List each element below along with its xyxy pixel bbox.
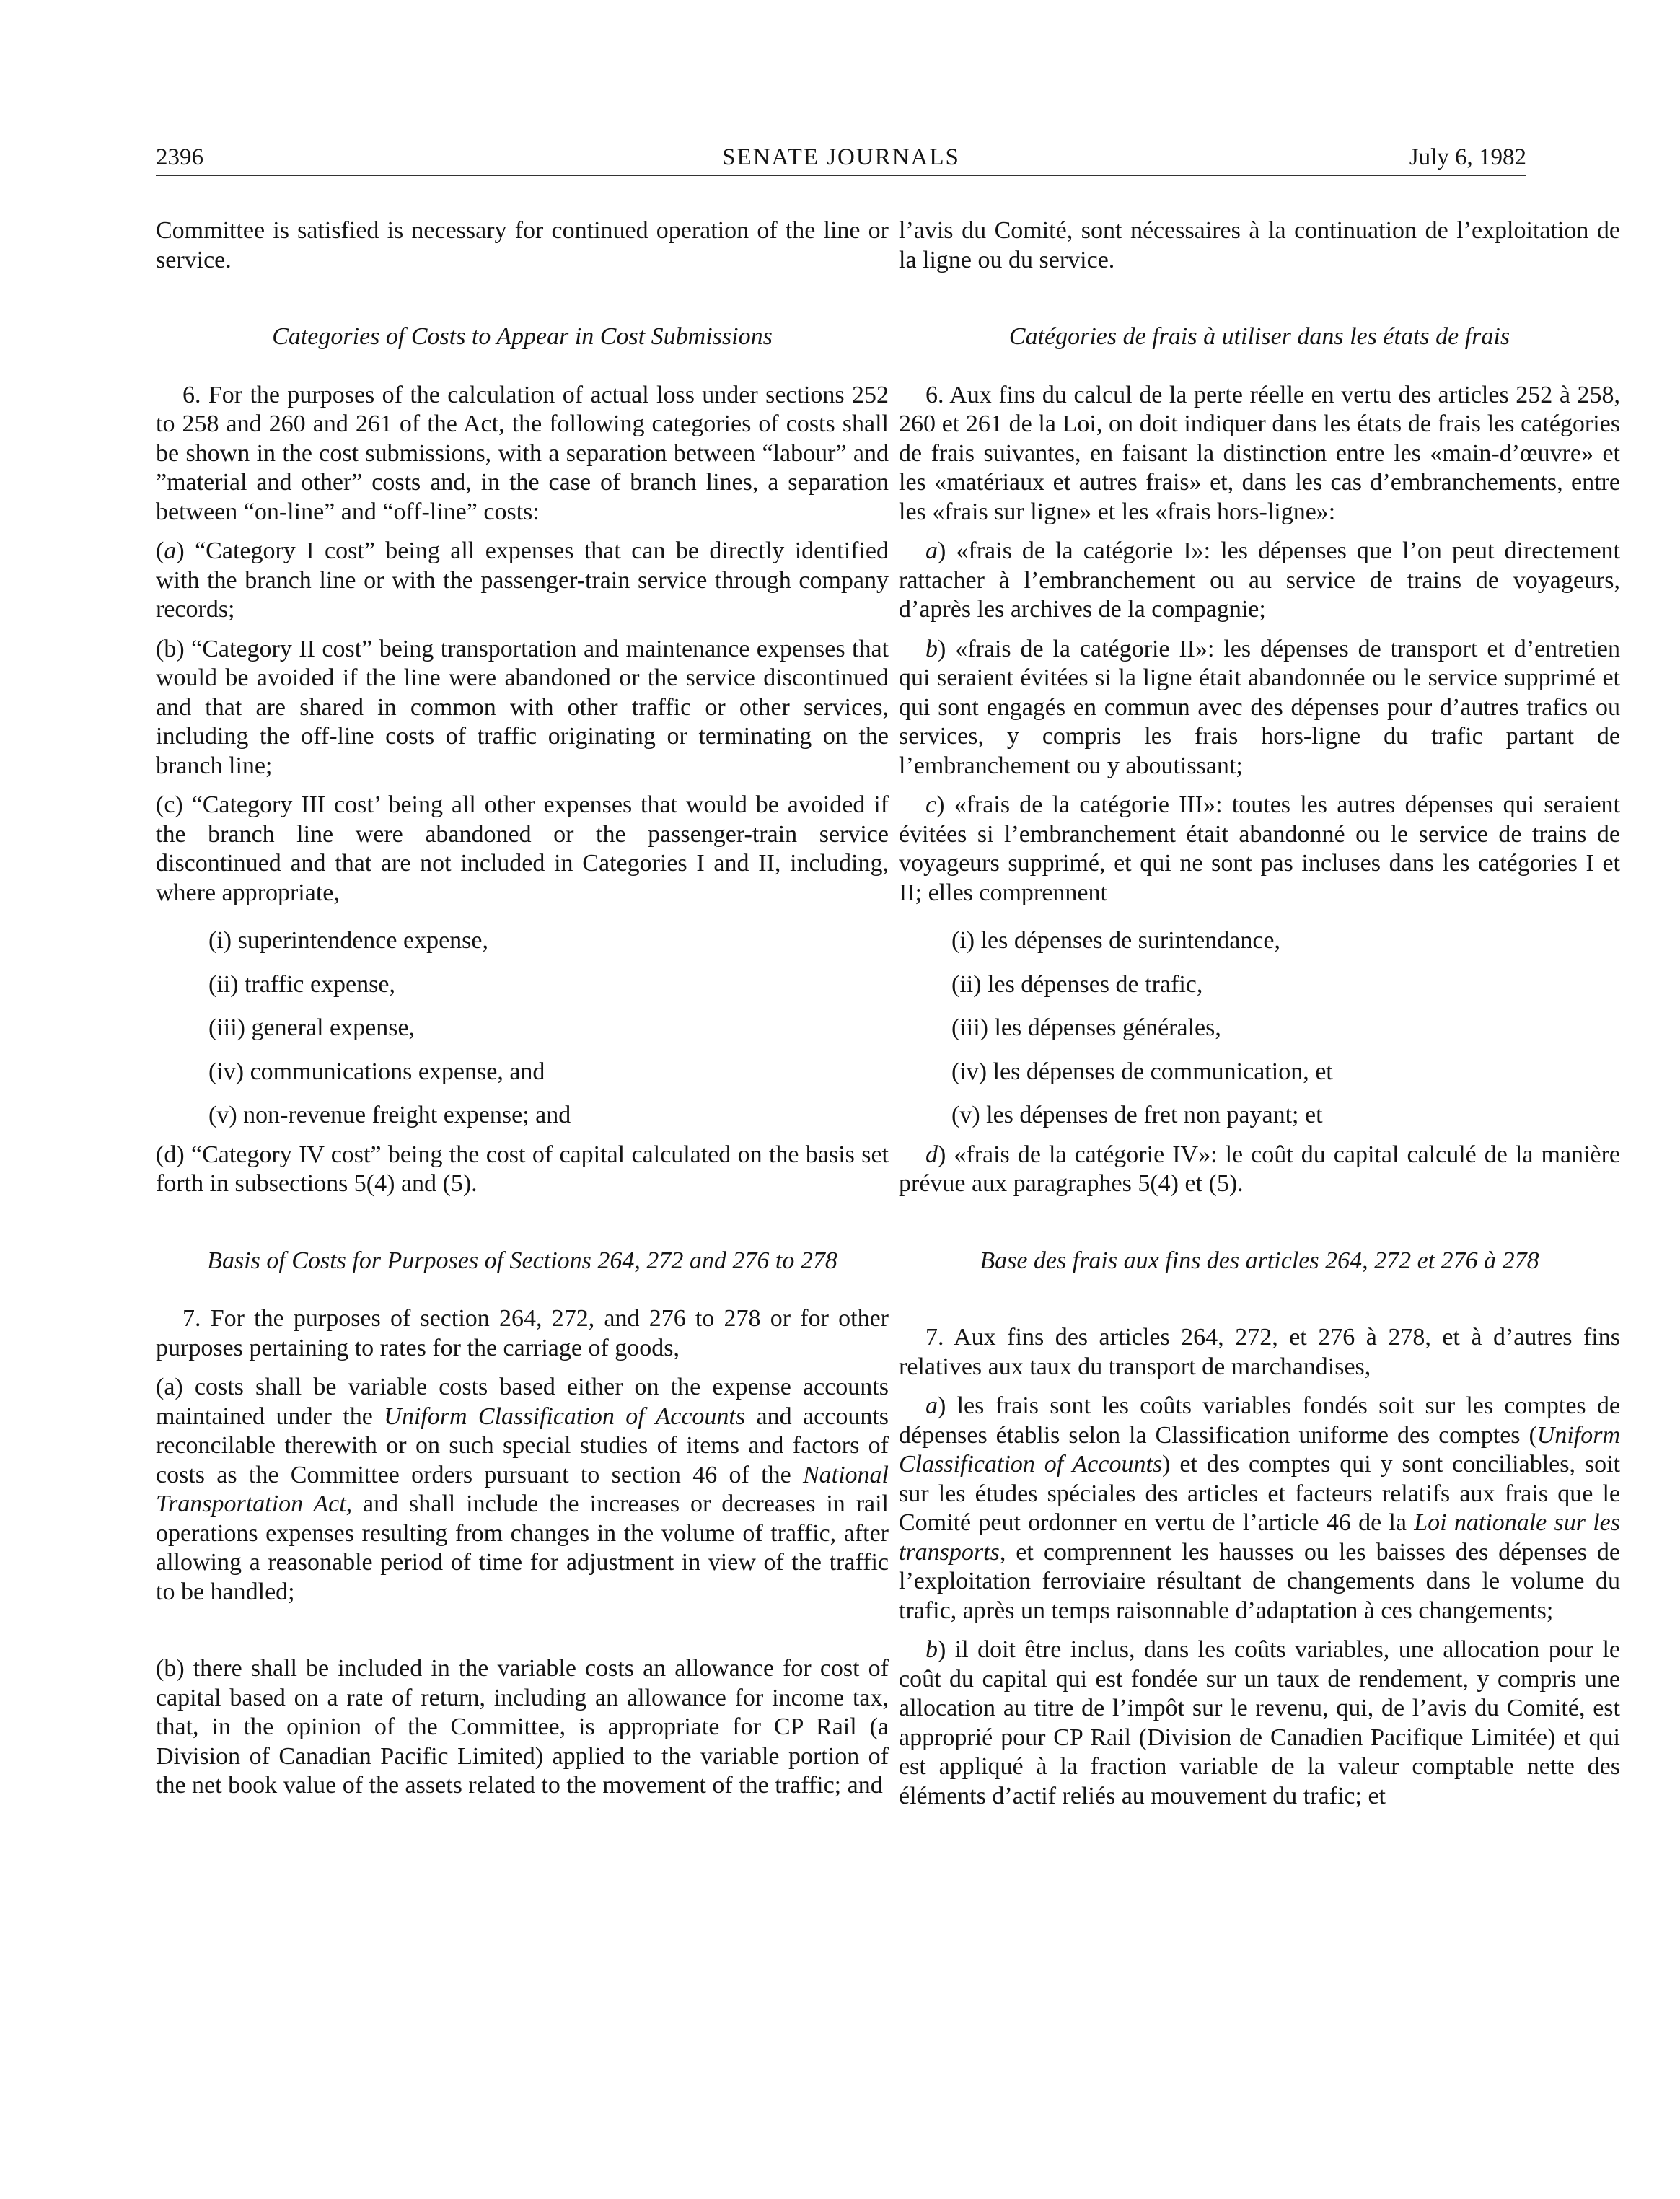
fr-item-7a: a) les frais sont les coûts variables fondés soit sur les comptes de dépenses établis selon la Classification uniforme des comptes (Uniform Classification of Accounts) et des comptes qui y sont conciliables, soit sur les études spéciales des articles et facteurs relatifs aux frais que le Comité peut ordonner en vertu de l’article 46 de la Loi nationale sur les transports, et comprennent les hausses ou les baisses des dépenses de l’exploitation ferroviaire résultant de changements dans le volume du trafic, après un temps raisonnable d’adaptation à ces changements; bbox=[899, 1392, 1620, 1624]
en-item-a: (a) “Category I cost” being all expenses that can be directly identified with the branch line or with the passenger-train service through company records; bbox=[156, 537, 889, 623]
journal-title: SENATE JOURNALS bbox=[722, 144, 960, 170]
page-number: 2396 bbox=[156, 144, 203, 170]
en-heading-basis: Basis of Costs for Purposes of Sections 264, 272 and 276 to 278 bbox=[207, 1247, 837, 1274]
fr-paragraph-7: 7. Aux fins des articles 264, 272, et 276 à 278, et à d’autres fins relatives aux taux du transport de marchandises, bbox=[899, 1324, 1620, 1380]
fr-item-7b: b) il doit être inclus, dans les coûts variables, une allocation pour le coût du capital qui est fondée sur un taux de rendement, y compris une allocation au titre de l’impôt sur le revenu, qui, de l’avis du Comité, est approprié pour CP Rail (Division de Canadien Pacifique Limitée) et qui est appliqué à la fraction variable de la valeur comptable nette des éléments d’actif reliés au mouvement du trafic; et bbox=[899, 1636, 1620, 1809]
fr-item-a: a) «frais de la catégorie I»: les dépenses que l’on peut directement rattacher à l’embranchement ou au service de trains de voyageurs, d’après les archives de la compagnie; bbox=[899, 537, 1620, 623]
en-item-a-label: a bbox=[164, 537, 177, 564]
en-sub-item: (iii) general expense, bbox=[208, 1014, 415, 1041]
en-item-d: (d) “Category IV cost” being the cost of capital calculated on the basis set forth in subsections 5(4) and (5). bbox=[156, 1141, 889, 1197]
fr-sub-item: (v) les dépenses de fret non payant; et bbox=[951, 1102, 1323, 1128]
fr-paragraph-6: 6. Aux fins du calcul de la perte réelle en vertu des articles 252 à 258, 260 et 261 de la Loi, on doit indiquer dans les états de frais les catégories de frais suivantes, en faisant la distinction entre les «main-d’œuvre» et les «matériaux et autres frais» et, dans les cas d’embranchements, entre les «frais sur ligne» et les «frais hors-ligne»: bbox=[899, 381, 1620, 525]
en-item-7b: (b) there shall be included in the variable costs an allowance for cost of capital based on a rate of return, including an allowance for income tax, that, in the opinion of the Committee, is appropriate for CP Rail (a Division of Canadian Pacific Limited) applied to the variable portion of the net book value of the assets related to the movement of the traffic; and bbox=[156, 1655, 889, 1799]
en-item-7a: (a) costs shall be variable costs based either on the expense accounts maintained under the Uniform Classification of Accounts and accounts reconcilable therewith or on such special studies of items and factors of costs as the Committee orders pursuant to section 46 of the National Transportation Act, and shall include the increases or decreases in rail operations expenses resulting from changes in the volume of traffic, after allowing a reasonable period of time for adjustment in view of the traffic to be handled; bbox=[156, 1374, 889, 1605]
fr-heading-categories: Catégories de frais à utiliser dans les états de frais bbox=[1008, 323, 1510, 350]
fr-sub-item: (ii) les dépenses de trafic, bbox=[951, 970, 1203, 998]
en-item-c: (c) “Category III cost’ being all other expenses that would be avoided if the branch line were abandoned or the passenger-train service discontinued and that are not included in Categories I and II, including, where appropriate, bbox=[156, 791, 889, 906]
english-column bbox=[156, 216, 889, 1801]
fr-sub-item: (iii) les dépenses générales, bbox=[951, 1014, 1221, 1041]
fr-intro-paragraph: l’avis du Comité, sont nécessaires à la continuation de l’exploitation de la ligne ou du service. bbox=[899, 217, 1620, 273]
en-sub-item: (i) superintendence expense, bbox=[208, 927, 488, 954]
fr-item-d: d) «frais de la catégorie IV»: le coût du capital calculé de la manière prévue aux paragraphes 5(4) et (5). bbox=[899, 1141, 1620, 1197]
fr-sub-item: (iv) les dépenses de communication, et bbox=[951, 1058, 1333, 1085]
header-rule bbox=[156, 175, 1526, 176]
journal-date: July 6, 1982 bbox=[1409, 144, 1526, 170]
running-head bbox=[156, 141, 1526, 174]
en-sub-item: (v) non-revenue freight expense; and bbox=[208, 1102, 571, 1128]
french-column bbox=[899, 216, 1620, 1811]
fr-heading-basis: Base des frais aux fins des articles 264, 272 et 276 à 278 bbox=[980, 1247, 1539, 1274]
en-heading-categories: Categories of Costs to Appear in Cost Submissions bbox=[272, 323, 773, 350]
en-sub-item: (iv) communications expense, and bbox=[208, 1058, 545, 1085]
fr-item-c: c) «frais de la catégorie III»: toutes les autres dépenses qui seraient évitées si l’embranchement était abandonné ou le service de trains de voyageurs supprimé, et qui ne sont pas incluses dans les catégories I et II; elles comprennent bbox=[899, 791, 1620, 906]
en-item-b: (b) “Category II cost” being transportation and maintenance expenses that would be avoided if the line were abandoned or the service discontinued and that are shared in common with other traffic or other services, including the off-line costs of traffic originating or terminating on the branch line; bbox=[156, 635, 889, 779]
en-paragraph-7: 7. For the purposes of section 264, 272, and 276 to 278 or for other purposes pertaining to rates for the carriage of goods, bbox=[156, 1305, 889, 1361]
fr-item-b: b) «frais de la catégorie II»: les dépenses de transport et d’entretien qui seraient évitées si la ligne était abandonnée ou le service supprimé et qui sont engagés en commun avec des dépenses pour d’autres trafics ou services, y compris les frais hors-ligne du trafic partant de l’embranchement ou y aboutissant; bbox=[899, 635, 1620, 779]
fr-sub-item: (i) les dépenses de surintendance, bbox=[951, 927, 1280, 954]
en-item-a-text: “Category I cost” being all expenses that can be directly identified with the branch line or with the passenger-train service through company records; bbox=[156, 537, 889, 623]
en-intro-paragraph: Committee is satisfied is necessary for continued operation of the line or service. bbox=[156, 217, 889, 273]
en-sub-item: (ii) traffic expense, bbox=[208, 970, 395, 998]
en-paragraph-6: 6. For the purposes of the calculation of actual loss under sections 252 to 258 and 260 and 261 of the Act, the following categories of costs shall be shown in the cost submissions, with a separation between “labour” and ”material and other” costs and, in the case of branch lines, a separation between “on-line” and “off-line” costs: bbox=[156, 381, 889, 525]
